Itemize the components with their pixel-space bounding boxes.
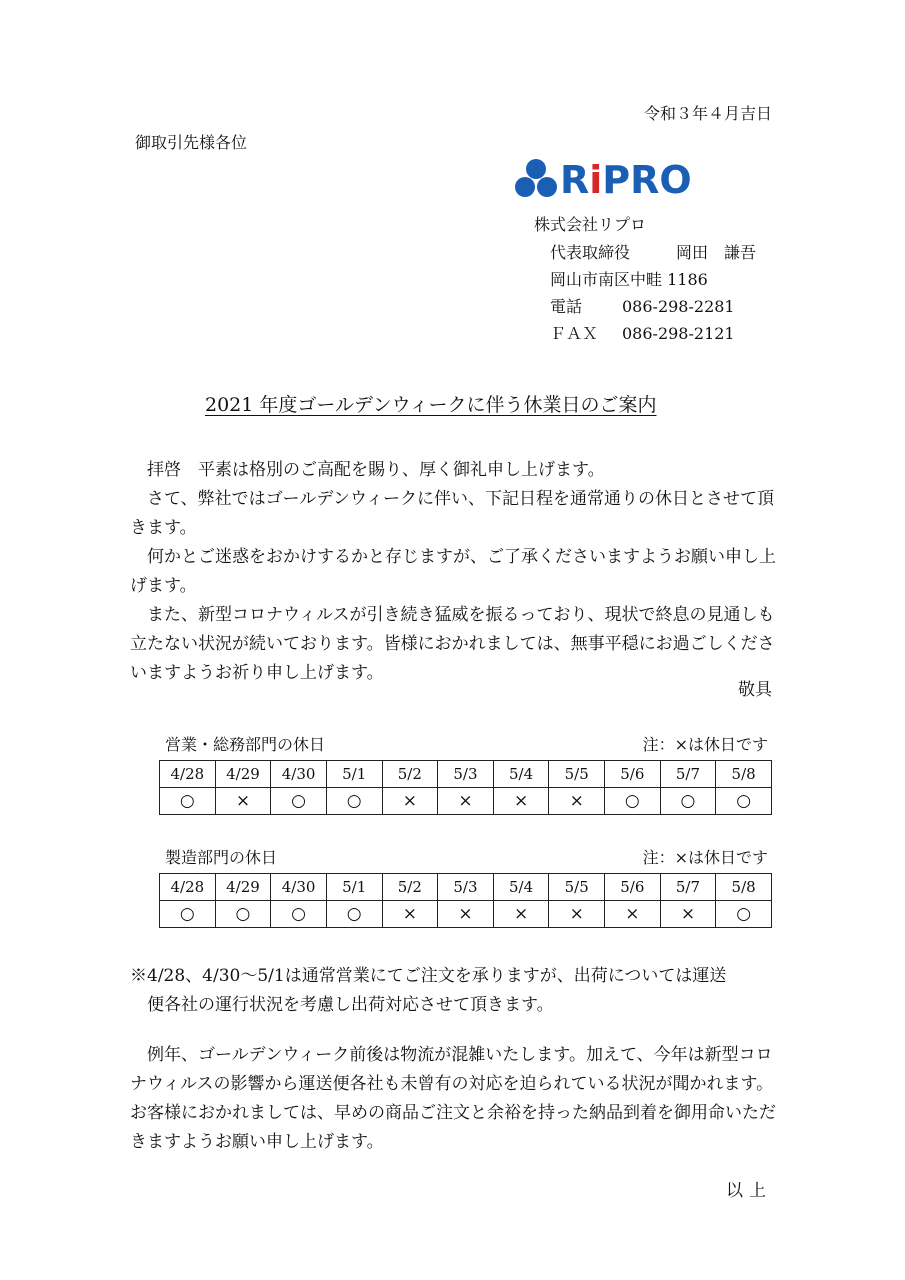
status-row [160, 901, 772, 928]
date-cell: 5/4 [493, 761, 549, 788]
date-cell: 4/30 [271, 761, 327, 788]
date-row [160, 874, 772, 901]
schedule-note: 注：×は休日です [642, 848, 768, 867]
date-cell: 4/30 [271, 874, 327, 901]
status-cell: ○ [716, 901, 772, 928]
date-cell: 5/2 [382, 761, 438, 788]
date-cell: 5/6 [605, 761, 661, 788]
status-cell: ○ [160, 788, 216, 815]
schedule-title: 営業・総務部門の休日 [165, 735, 326, 754]
date-cell: 5/5 [549, 761, 605, 788]
request-paragraph: 例年、ゴールデンウィーク前後は物流が混雑いたします。加えて、今年は新型コロナウィルスの影響から運送便各社も未曾有の対応を迫られている状況が聞かれます。お客様におかれましては、早めの商品ご注文と余裕を持った納品到着を御用命いただきますようお願い申し上げます。 [130, 1045, 776, 1152]
status-cell: × [438, 788, 494, 815]
date-cell: 5/5 [549, 874, 605, 901]
logo-mark-icon [514, 157, 560, 203]
status-cell: × [660, 901, 716, 928]
representative-title: 代表取締役 [550, 243, 631, 262]
date-cell: 4/29 [215, 761, 271, 788]
greeting-paragraph: 拝啓 平素は格別のご高配を賜り、厚く御礼申し上げます。 [147, 460, 605, 480]
fax-number: 086-298-2121 [622, 324, 735, 343]
recipient: 御取引先様各位 [135, 133, 248, 152]
status-cell: × [549, 901, 605, 928]
greeting-paragraph: また、新型コロナウィルスが引き続き猛威を振るっており、現状で終息の見通しも立たない状況が続いております。皆様におかれましては、無事平穏にお過ごしくださいますようお祈り申し上げます。 [130, 605, 775, 683]
date-cell: 5/8 [716, 761, 772, 788]
closing-keigu: 敬具 [738, 680, 772, 700]
request-body [130, 1041, 780, 1157]
greeting-paragraph: さて、弊社ではゴールデンウィークに伴い、下記日程を通常通りの休日とさせて頂きます。 [130, 489, 774, 538]
date-cell: 4/28 [160, 761, 216, 788]
tel-label: 電話 [550, 297, 583, 316]
status-cell: × [493, 901, 549, 928]
status-cell: ○ [605, 788, 661, 815]
page-title: 2021 年度ゴールデンウィークに伴う休業日のご案内 [205, 394, 657, 416]
status-cell: × [382, 788, 438, 815]
holiday-table-manufacturing [159, 873, 772, 928]
date-cell: 5/7 [660, 761, 716, 788]
status-cell: × [382, 901, 438, 928]
schedule-note: 注：×は休日です [642, 735, 768, 754]
representative-name: 岡田 謙吾 [676, 243, 757, 262]
closing-ijo: 以上 [726, 1181, 772, 1201]
status-cell: ○ [326, 901, 382, 928]
tel-number: 086-298-2281 [622, 297, 735, 316]
date-cell: 5/4 [493, 874, 549, 901]
date-cell: 5/1 [326, 874, 382, 901]
greeting-body [130, 456, 780, 688]
shipping-note-line: 便各社の運行状況を考慮し出荷対応させて頂きます。 [147, 995, 554, 1015]
status-cell: × [605, 901, 661, 928]
status-cell: × [215, 788, 271, 815]
company-logo [514, 157, 694, 203]
status-cell: × [438, 901, 494, 928]
date-cell: 5/6 [605, 874, 661, 901]
greeting-paragraph: 何かとご迷惑をおかけするかと存じますが、ご了承くださいますようお願い申し上げます。 [130, 547, 776, 596]
date-cell: 5/1 [326, 761, 382, 788]
fax-label: ＦＡＸ [550, 324, 599, 343]
shipping-note-line: ※4/28、4/30～5/1は通常営業にてご注文を承りますが、出荷については運送 [130, 966, 727, 986]
status-cell: ○ [660, 788, 716, 815]
schedule-title: 製造部門の休日 [165, 848, 278, 867]
status-cell: ○ [215, 901, 271, 928]
holiday-table-sales [159, 760, 772, 815]
date-cell: 5/8 [716, 874, 772, 901]
status-cell: ○ [271, 788, 327, 815]
status-cell: ○ [716, 788, 772, 815]
date-cell: 5/3 [438, 761, 494, 788]
date-cell: 4/29 [215, 874, 271, 901]
date-cell: 5/3 [438, 874, 494, 901]
company-name: 株式会社リプロ [534, 215, 647, 234]
status-row [160, 788, 772, 815]
date-cell: 4/28 [160, 874, 216, 901]
company-address: 岡山市南区中畦 1186 [550, 270, 708, 289]
status-cell: × [493, 788, 549, 815]
status-cell: ○ [271, 901, 327, 928]
status-cell: × [549, 788, 605, 815]
logo-wordmark: RiPRO [560, 158, 692, 202]
status-cell: ○ [160, 901, 216, 928]
date-cell: 5/7 [660, 874, 716, 901]
date-row [160, 761, 772, 788]
document-date: 令和３年４月吉日 [643, 104, 772, 123]
date-cell: 5/2 [382, 874, 438, 901]
status-cell: ○ [326, 788, 382, 815]
